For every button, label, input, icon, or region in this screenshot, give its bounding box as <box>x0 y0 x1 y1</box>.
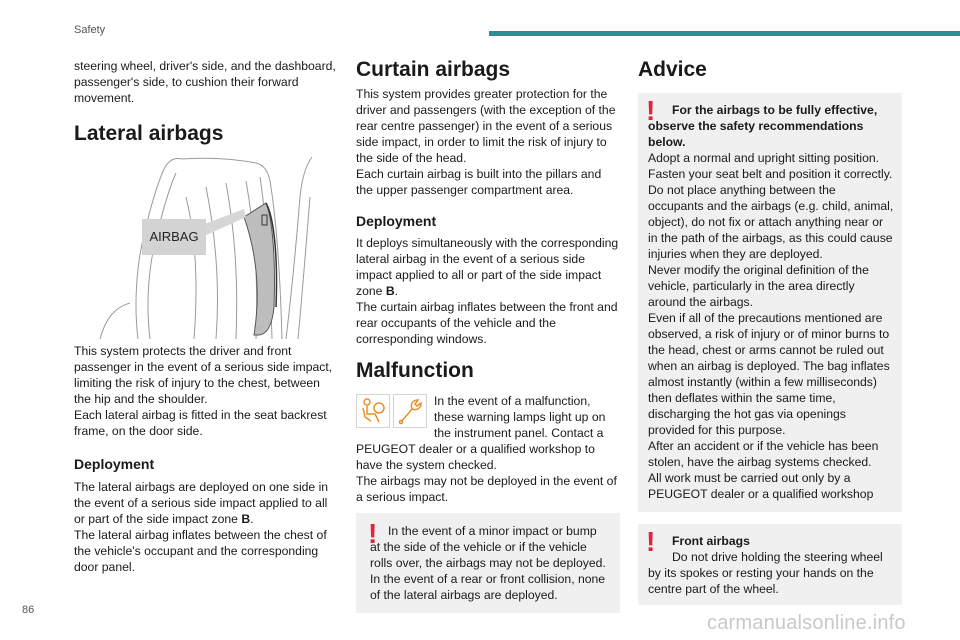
warning-exclamation-icon: ! <box>368 518 378 549</box>
column-3 <box>638 58 902 605</box>
lateral-airbags-heading: Lateral airbags <box>74 122 224 145</box>
malfunction-warning-box <box>356 513 620 613</box>
lateral-deployment-heading: Deployment <box>74 456 155 472</box>
warning-exclamation-icon: ! <box>646 526 656 557</box>
advice-bold-intro: For the airbags to be fully effective, observe the safety recommendations below. <box>648 103 878 149</box>
curtain-airbags-heading: Curtain airbags <box>356 58 511 81</box>
watermark: carmanualsonline.info <box>707 612 906 634</box>
warning-paragraph-2: In the event of a rear or front collision, none of the lateral airbags are deployed. <box>370 572 606 602</box>
curtain-paragraph-2: Each curtain airbag is built into the pillars and the upper passenger compartment area. <box>356 167 602 197</box>
advice-line: All work must be carried out only by a PEUGEOT dealer or a qualified workshop <box>648 471 874 501</box>
advice-line: Do not place anything between the occupants and the airbags (e.g. child, animal, object), do not fix or attach anything near or in the path of the airbags, as this could cause injuries when they are deployed. <box>648 183 894 261</box>
lateral-deployment-paragraph-2: The lateral airbag inflates between the chest of the vehicle's occupant and the corresponding door panel. <box>74 528 327 574</box>
advice-line: After an accident or if the vehicle has been stolen, have the airbag systems checked. <box>648 439 879 469</box>
service-wrench-icon <box>393 394 427 428</box>
airbag-label: AIRBAG <box>142 219 206 255</box>
airbag-warning-icon <box>356 394 390 428</box>
intro-paragraph: steering wheel, driver's side, and the dashboard, passenger's side, to cushion their forward movement. <box>74 59 336 105</box>
lateral-paragraph-1: This system protects the driver and front passenger in the event of a serious side impact, limiting the risk of injury to the chest, between the hip and the shoulder. <box>74 344 333 406</box>
curtain-deployment-paragraph-1: It deploys simultaneously with the corresponding lateral airbag in the event of a serious side impact applied to all or part of the side impact zone B. <box>356 236 619 298</box>
lateral-deployment-paragraph-1: The lateral airbags are deployed on one side in the event of a serious side impact applied to all or part of the side impact zone B. <box>74 480 329 526</box>
malfunction-block <box>356 393 620 505</box>
lateral-paragraph-2: Each lateral airbag is fitted in the seat backrest frame, on the door side. <box>74 408 327 438</box>
front-airbags-text: Do not drive holding the steering wheel by its spokes or resting your hands on the centre part of the wheel. <box>648 550 883 596</box>
malfunction-paragraph-2: The airbags may not be deployed in the event of a serious impact. <box>356 474 617 504</box>
advice-line: Adopt a normal and upright sitting position. <box>648 151 880 165</box>
warning-paragraph-1: In the event of a minor impact or bump at the side of the vehicle or if the vehicle rolls over, the airbags may not be deployed. <box>370 524 606 570</box>
column-1 <box>74 58 338 575</box>
warning-lamps <box>356 394 430 428</box>
section-label: Safety <box>74 24 106 36</box>
column-2 <box>356 58 620 613</box>
advice-line: Even if all of the precautions mentioned are observed, a risk of injury or of minor burns to the head, chest or arms cannot be ruled out when an airbag is deployed. The bag inflates almost instantly (within a few milliseconds) then deflates within the same time, discharging the hot gas via openings provided for this purpose. <box>648 311 890 437</box>
curtain-deployment-paragraph-2: The curtain airbag inflates between the front and rear occupants of the vehicle and the corresponding windows. <box>356 300 618 346</box>
advice-heading: Advice <box>638 58 707 81</box>
seat-airbag-illustration <box>86 157 322 339</box>
warning-exclamation-icon: ! <box>646 95 656 126</box>
advice-box <box>638 93 902 512</box>
header-accent-bar <box>489 31 960 36</box>
curtain-deployment-heading: Deployment <box>356 213 437 229</box>
front-airbags-title: Front airbags <box>672 534 750 548</box>
front-airbags-box <box>638 524 902 605</box>
advice-line: Never modify the original definition of the vehicle, particularly in the area directly around the airbags. <box>648 263 869 309</box>
malfunction-heading: Malfunction <box>356 359 474 382</box>
malfunction-paragraph-1: In the event of a malfunction, these warning lamps light up on the instrument panel. Contact a PEUGEOT dealer or a qualified workshop to have the system checked. <box>356 394 606 472</box>
curtain-paragraph-1: This system provides greater protection for the driver and passengers (with the exception of the rear centre passenger) in the event of a serious side impact, in order to limit the risk of injury to the side of the head. <box>356 87 616 165</box>
page-number: 86 <box>22 604 35 616</box>
advice-line: Fasten your seat belt and position it correctly. <box>648 167 893 181</box>
